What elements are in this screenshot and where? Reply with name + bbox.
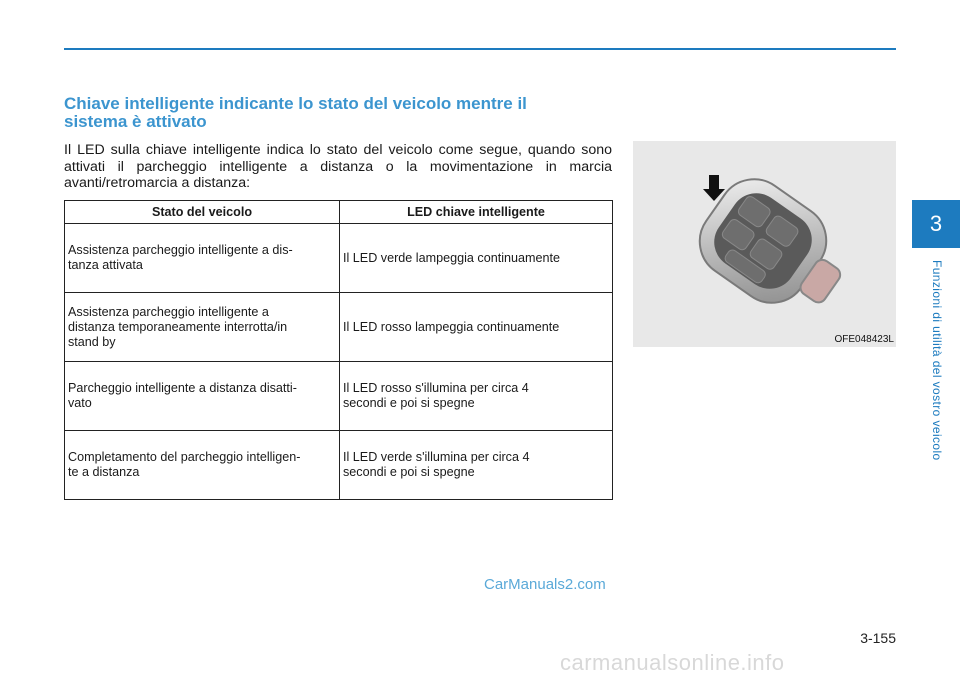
intro-paragraph: Il LED sulla chiave intelligente indica lo stato del veicolo come segue, quando sono attivati il parcheggio intelligente a distanza o la movimentazione in marcia avanti/retromarcia a distanza: bbox=[64, 142, 612, 191]
page-number: 3-155 bbox=[860, 630, 896, 646]
smart-key-illustration bbox=[633, 141, 896, 347]
figure-code: OFE048423L bbox=[834, 334, 894, 345]
watermark-carmanuals2: CarManuals2.com bbox=[484, 576, 606, 593]
table-row bbox=[65, 293, 613, 362]
vehicle-status-cell: Parcheggio intelligente a distanza disatti- vato bbox=[65, 362, 340, 431]
led-behavior-cell: Il LED rosso lampeggia continuamente bbox=[340, 293, 613, 362]
led-status-table bbox=[64, 200, 613, 500]
smart-key-figure bbox=[633, 141, 896, 347]
header-vehicle-status: Stato del veicolo bbox=[65, 201, 340, 224]
chapter-title: Funzioni di utilità del vostro veicolo bbox=[930, 260, 944, 461]
section-heading bbox=[64, 95, 624, 131]
table-row bbox=[65, 224, 613, 293]
table-header-row bbox=[65, 201, 613, 224]
heading-line-2: sistema è attivato bbox=[64, 112, 207, 131]
vehicle-status-cell: Completamento del parcheggio intelligen- te a distanza bbox=[65, 431, 340, 500]
chapter-tab: 3 bbox=[912, 200, 960, 248]
top-rule bbox=[64, 48, 896, 50]
heading-line-1: Chiave intelligente indicante lo stato del veicolo mentre il bbox=[64, 94, 527, 113]
table-row bbox=[65, 431, 613, 500]
led-behavior-cell: Il LED verde s'illumina per circa 4 secondi e poi si spegne bbox=[340, 431, 613, 500]
vehicle-status-cell: Assistenza parcheggio intelligente a dis- tanza attivata bbox=[65, 224, 340, 293]
table-row bbox=[65, 362, 613, 431]
arrow-down-icon bbox=[703, 175, 725, 201]
vehicle-status-cell: Assistenza parcheggio intelligente a distanza temporaneamente interrotta/in stand by bbox=[65, 293, 340, 362]
led-behavior-cell: Il LED verde lampeggia continuamente bbox=[340, 224, 613, 293]
led-behavior-cell: Il LED rosso s'illumina per circa 4 secondi e poi si spegne bbox=[340, 362, 613, 431]
header-smart-key-led: LED chiave intelligente bbox=[340, 201, 613, 224]
watermark-carmanualsonline: carmanualsonline.info bbox=[560, 650, 785, 675]
